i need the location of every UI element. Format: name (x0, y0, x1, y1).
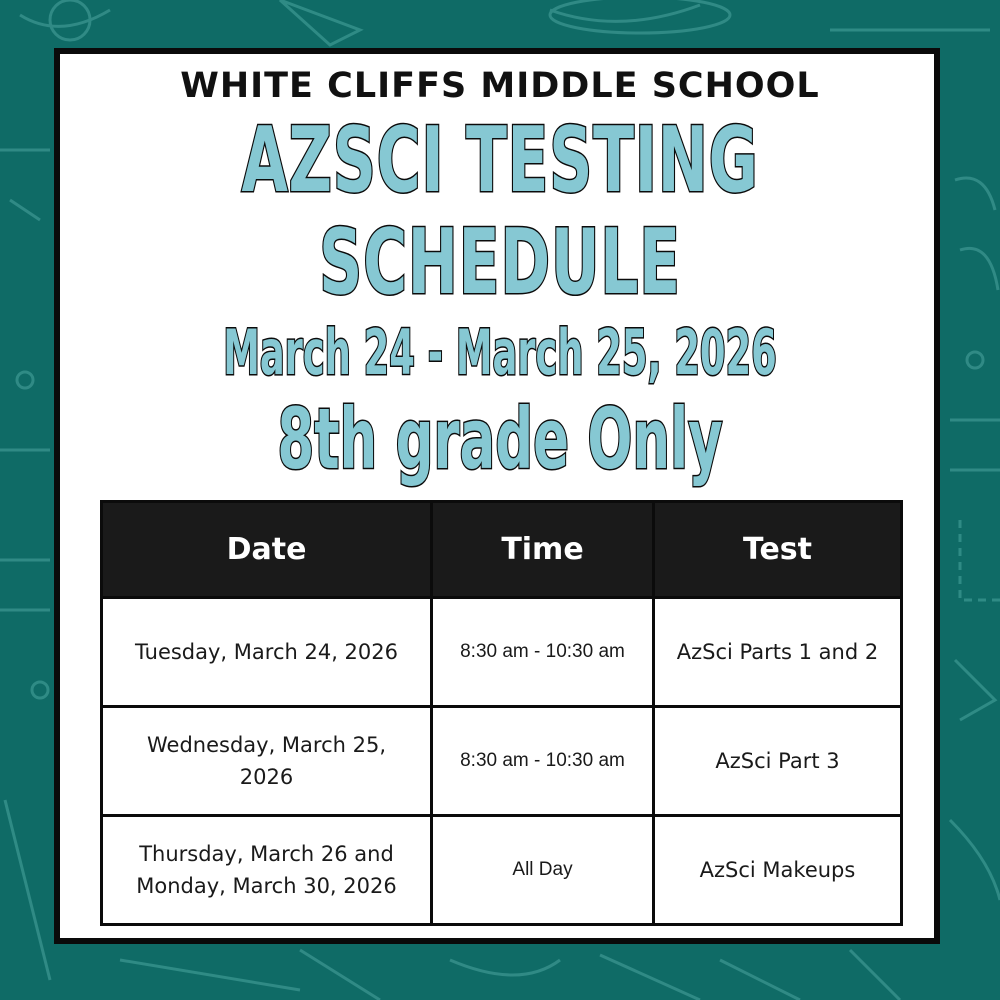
title-line-2: SCHEDULE (319, 210, 681, 315)
cell-test: AzSci Part 3 (654, 707, 902, 816)
cell-test: AzSci Parts 1 and 2 (654, 598, 902, 707)
grade-note: 8th grade Only (277, 390, 723, 488)
table-row (102, 816, 902, 925)
column-header-test: Test (654, 502, 902, 598)
column-header-time: Time (432, 502, 654, 598)
title-line-1: AZSCI TESTING (241, 108, 759, 213)
table-row (102, 707, 902, 816)
cell-time: 8:30 am - 10:30 am (432, 707, 654, 816)
cell-date: Wednesday, March 25, 2026 (102, 707, 432, 816)
cell-date: Tuesday, March 24, 2026 (102, 598, 432, 707)
cell-date: Thursday, March 26 and Monday, March 30, 2026 (102, 816, 432, 925)
table-row (102, 598, 902, 707)
schedule-table (100, 500, 903, 926)
cell-time: All Day (432, 816, 654, 925)
cell-time: 8:30 am - 10:30 am (432, 598, 654, 707)
table-header-row (102, 502, 902, 598)
column-header-date: Date (102, 502, 432, 598)
date-range: March 24 - March 25, 2026 (223, 316, 777, 389)
school-name: WHITE CLIFFS MIDDLE SCHOOL (180, 66, 820, 106)
cell-test: AzSci Makeups (654, 816, 902, 925)
